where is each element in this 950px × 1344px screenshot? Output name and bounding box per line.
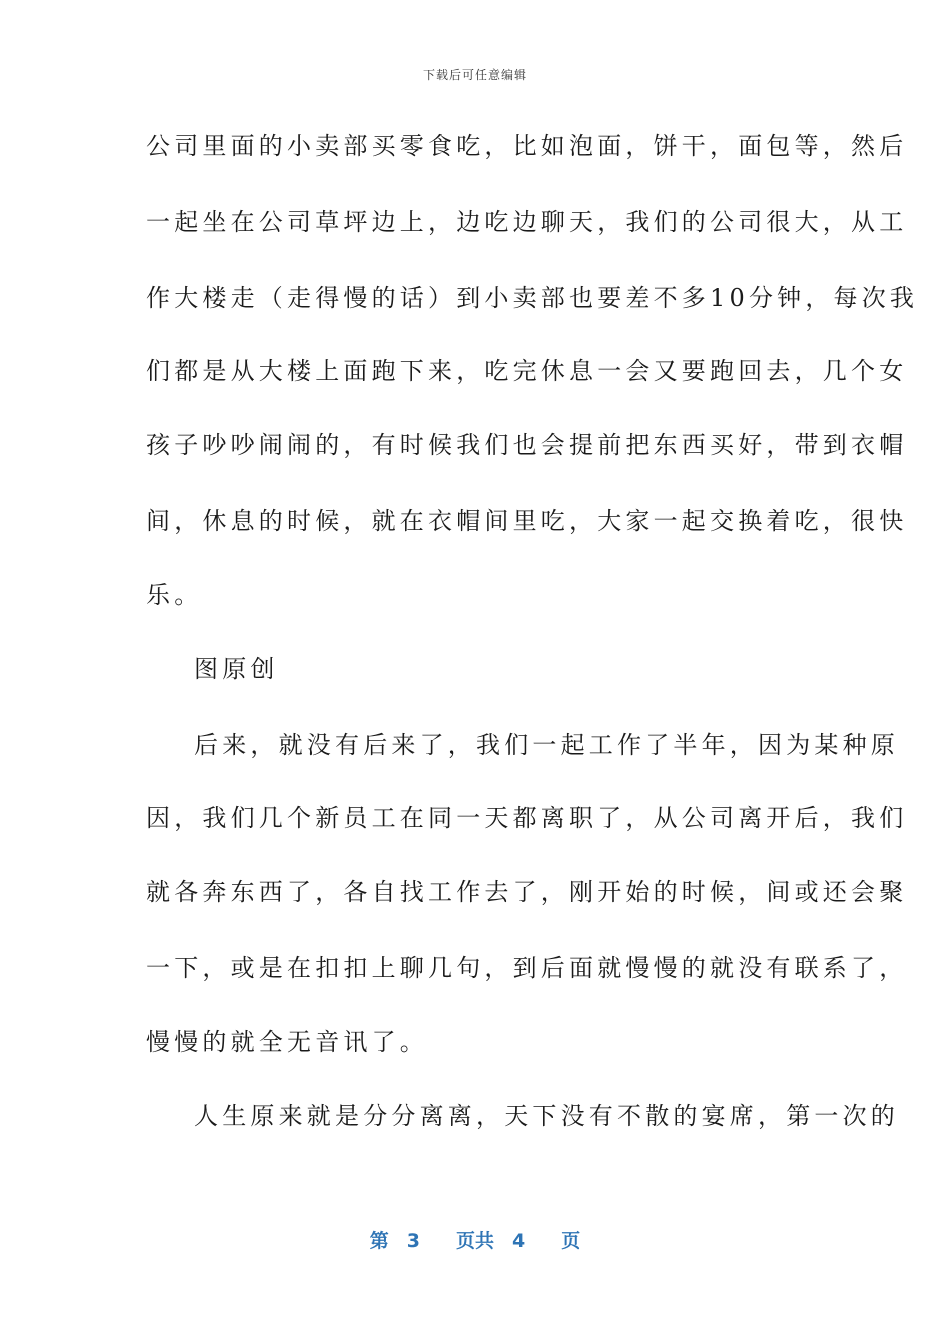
body-line: 人生原来就是分分离离，天下没有不散的宴席，第一次的 [194,1102,899,1130]
body-line: 后来，就没有后来了，我们一起工作了半年，因为某种原 [194,731,899,759]
body-line: 们都是从大楼上面跑下来，吃完休息一会又要跑回去，几个女 [146,357,908,385]
body-line: 因，我们几个新员工在同一天都离职了，从公司离开后，我们 [146,804,908,832]
footer-prefix: 第 [369,1230,389,1252]
body-line: 作大楼走（走得慢的话）到小卖部也要差不多10分钟，每次我 [146,284,919,312]
body-line: 乐。 [146,581,203,609]
body-line: 孩子吵吵闹闹的，有时候我们也会提前把东西买好，带到衣帽 [146,431,908,459]
footer-suffix: 页 [561,1230,581,1252]
page-header: 下载后可任意编辑 [422,68,527,82]
footer-middle: 页共 [455,1230,494,1252]
body-line: 公司里面的小卖部买零食吃，比如泡面，饼干，面包等，然后 [146,132,908,160]
body-line: 间，休息的时候，就在衣帽间里吃，大家一起交换着吃，很快 [146,507,908,535]
total-pages-number: 4 [512,1230,526,1252]
body-line: 就各奔东西了，各自找工作去了，刚开始的时候，间或还会聚 [146,878,908,906]
image-caption: 图原创 [194,655,279,683]
page-footer [0,1226,950,1253]
body-line: 一下，或是在扣扣上聊几句，到后面就慢慢的就没有联系了， [146,954,908,982]
body-line: 一起坐在公司草坪边上，边吃边聊天，我们的公司很大，从工 [146,208,908,236]
current-page-number: 3 [406,1230,420,1252]
body-line: 慢慢的就全无音讯了。 [146,1028,428,1056]
